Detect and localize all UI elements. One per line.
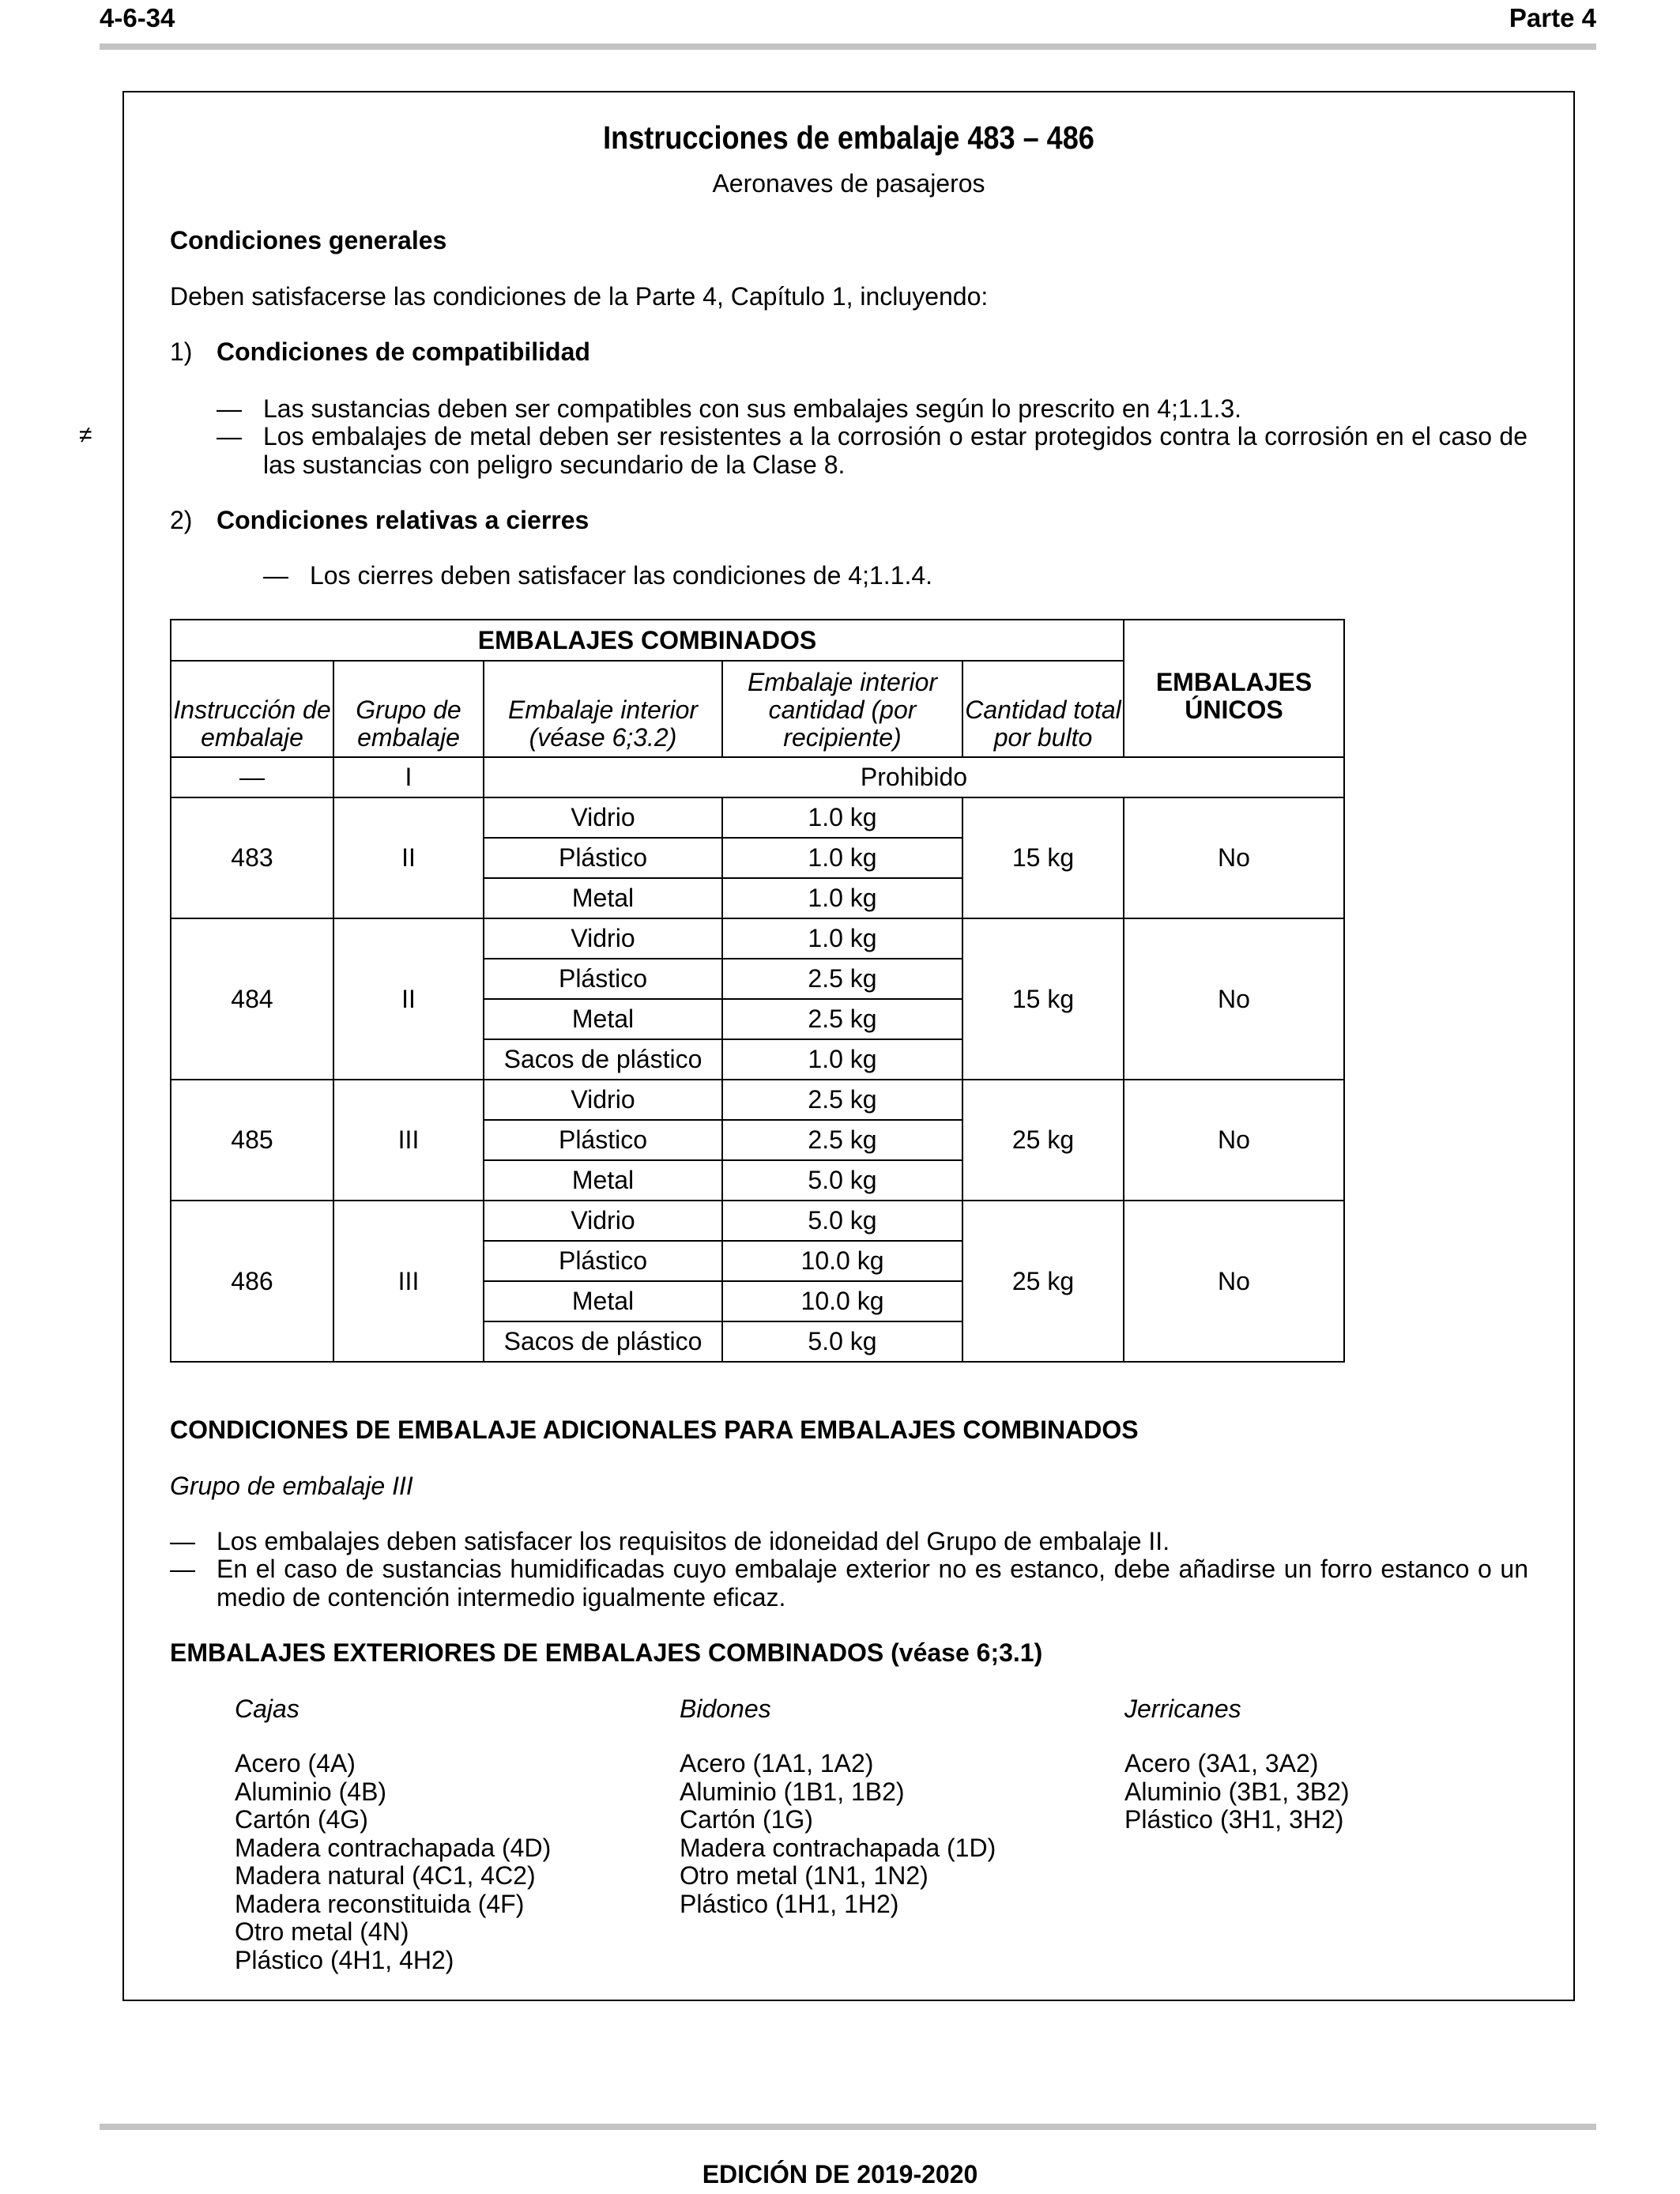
closures-bullet-1: Los cierres deben satisfacer las condiciones de 4;1.1.4. — [310, 561, 933, 590]
table-row — [171, 918, 1344, 959]
cell-group: III — [333, 1080, 484, 1201]
table-row — [171, 1201, 1344, 1241]
cell-group: II — [333, 797, 484, 918]
cell-single: No — [1124, 1201, 1344, 1362]
outer-list-boxes — [235, 1750, 551, 1974]
cell-inner: Plástico — [484, 838, 722, 878]
cell-inner: Metal — [484, 878, 722, 918]
outer-heading: EMBALAJES EXTERIORES DE EMBALAJES COMBINADOS (véase 6;3.1) — [170, 1638, 1043, 1667]
col-header-inner: Embalaje interior (véase 6;3.2) — [484, 661, 722, 757]
cell-instruction: 483 — [171, 797, 333, 918]
footer-rule — [100, 2124, 1596, 2130]
cell-qty: 2.5 kg — [722, 1080, 962, 1120]
cell-single: No — [1124, 797, 1344, 918]
packing-table — [170, 619, 1345, 1363]
cell-inner: Plástico — [484, 1120, 722, 1160]
cell-prohibited: Prohibido — [484, 757, 1344, 797]
list-item: Aluminio (4B) — [235, 1777, 387, 1806]
cell-group: I — [333, 757, 484, 797]
cell-inner: Metal — [484, 999, 722, 1039]
cell-inner: Metal — [484, 1281, 722, 1321]
part-label: Parte 4 — [1509, 3, 1596, 32]
list-item: Madera contrachapada (1D) — [680, 1833, 996, 1862]
cell-inner: Sacos de plástico — [484, 1321, 722, 1362]
list-item: Acero (1A1, 1A2) — [680, 1749, 874, 1777]
additional-subheading: Grupo de embalaje III — [170, 1472, 413, 1500]
general-heading: Condiciones generales — [170, 226, 447, 254]
bullet-dash: — — [263, 561, 288, 590]
cell-group: III — [333, 1201, 484, 1362]
additional-bullet-1: Los embalajes deben satisfacer los requisitos de idoneidad del Grupo de embalaje II. — [217, 1527, 1170, 1555]
cell-qty: 1.0 kg — [722, 1039, 962, 1080]
item-number-1: 1) — [170, 337, 193, 366]
general-intro: Deben satisfacerse las condiciones de la Parte 4, Capítulo 1, incluyendo: — [170, 282, 989, 311]
col-header-inner-qty: Embalaje interior cantidad (por recipiente) — [722, 661, 962, 757]
cell-total: 25 kg — [962, 1201, 1124, 1362]
table-row — [171, 797, 1344, 838]
list-item: Aluminio (1B1, 1B2) — [680, 1777, 905, 1806]
cell-qty: 2.5 kg — [722, 1120, 962, 1160]
cell-instruction: 486 — [171, 1201, 333, 1362]
cell-inner: Vidrio — [484, 1201, 722, 1241]
outer-list-jerricans — [1124, 1750, 1350, 1834]
cell-instruction: — — [171, 757, 333, 797]
compat-bullet-1: Las sustancias deben ser compatibles con sus embalajes según lo prescrito en 4;1.1.3. — [263, 394, 1242, 423]
header-rule — [100, 43, 1596, 50]
outer-col-title-jerricans: Jerricanes — [1124, 1695, 1241, 1723]
combined-packagings-header: EMBALAJES COMBINADOS — [171, 620, 1124, 661]
compat-bullet-2: Los embalajes de metal deben ser resistentes a la corrosión o estar protegidos contra la corrosión en el caso de las sustancias con peligro secundario de la Clase 8. — [263, 422, 1527, 479]
cell-qty: 1.0 kg — [722, 797, 962, 838]
page-subtitle: Aeronaves de pasajeros — [712, 169, 985, 198]
list-item: Plástico (3H1, 3H2) — [1124, 1805, 1344, 1834]
additional-heading: CONDICIONES DE EMBALAJE ADICIONALES PARA EMBALAJES COMBINADOS — [170, 1416, 1139, 1444]
list-item: Otro metal (4N) — [235, 1917, 409, 1946]
outer-list-drums — [680, 1750, 996, 1918]
cell-inner: Sacos de plástico — [484, 1039, 722, 1080]
bullet-dash: — — [217, 394, 242, 423]
cell-inner: Vidrio — [484, 797, 722, 838]
outer-col-title-drums: Bidones — [680, 1695, 771, 1723]
item-title-closures: Condiciones relativas a cierres — [217, 506, 590, 534]
cell-qty: 1.0 kg — [722, 838, 962, 878]
cell-qty: 5.0 kg — [722, 1160, 962, 1201]
bullet-dash: — — [217, 422, 242, 450]
col-header-total: Cantidad total por bulto — [962, 661, 1124, 757]
list-item: Acero (4A) — [235, 1749, 356, 1777]
cell-qty: 10.0 kg — [722, 1281, 962, 1321]
cell-total: 25 kg — [962, 1080, 1124, 1201]
bullet-dash: — — [170, 1527, 195, 1555]
cell-single: No — [1124, 1080, 1344, 1201]
cell-single: No — [1124, 918, 1344, 1080]
item-number-2: 2) — [170, 506, 193, 534]
additional-bullet-2: En el caso de sustancias humidificadas cuyo embalaje exterior no es estanco, debe añadirse un forro estanco o un medio de contención intermedio igualmente eficaz. — [217, 1555, 1528, 1612]
cell-qty: 5.0 kg — [722, 1321, 962, 1362]
cell-inner: Vidrio — [484, 1080, 722, 1120]
outer-col-title-boxes: Cajas — [235, 1695, 299, 1723]
cell-inner: Plástico — [484, 959, 722, 999]
cell-qty: 2.5 kg — [722, 999, 962, 1039]
list-item: Cartón (4G) — [235, 1805, 368, 1834]
cell-total: 15 kg — [962, 918, 1124, 1080]
col-header-group: Grupo de embalaje — [333, 661, 484, 757]
cell-total: 15 kg — [962, 797, 1124, 918]
list-item: Aluminio (3B1, 3B2) — [1124, 1777, 1350, 1806]
list-item: Madera reconstituida (4F) — [235, 1889, 525, 1918]
cell-instruction: 485 — [171, 1080, 333, 1201]
cell-qty: 2.5 kg — [722, 959, 962, 999]
edition-footer: EDICIÓN DE 2019-2020 — [702, 2160, 978, 2188]
col-header-instruction: Instrucción de embalaje — [171, 661, 333, 757]
cell-inner: Metal — [484, 1160, 722, 1201]
list-item: Madera contrachapada (4D) — [235, 1833, 552, 1862]
cell-inner: Plástico — [484, 1241, 722, 1281]
list-item: Madera natural (4C1, 4C2) — [235, 1861, 536, 1890]
list-item: Plástico (4H1, 4H2) — [235, 1945, 454, 1974]
bullet-dash: — — [170, 1555, 195, 1583]
list-item: Plástico (1H1, 1H2) — [680, 1889, 899, 1918]
cell-qty: 5.0 kg — [722, 1201, 962, 1241]
table-row-prohibited — [171, 757, 1344, 797]
list-item: Cartón (1G) — [680, 1805, 813, 1834]
cell-qty: 1.0 kg — [722, 878, 962, 918]
item-title-compatibility: Condiciones de compatibilidad — [217, 337, 590, 366]
page-number: 4-6-34 — [100, 3, 175, 32]
revision-mark: ≠ — [79, 422, 92, 448]
cell-inner: Vidrio — [484, 918, 722, 959]
page-title: Instrucciones de embalaje 483 – 486 — [603, 119, 1094, 156]
single-packagings-header: EMBALAJES ÚNICOS — [1124, 620, 1344, 757]
cell-qty: 10.0 kg — [722, 1241, 962, 1281]
cell-group: II — [333, 918, 484, 1080]
cell-qty: 1.0 kg — [722, 918, 962, 959]
cell-instruction: 484 — [171, 918, 333, 1080]
list-item: Otro metal (1N1, 1N2) — [680, 1861, 929, 1890]
list-item: Acero (3A1, 3A2) — [1124, 1749, 1319, 1777]
table-row — [171, 1080, 1344, 1120]
